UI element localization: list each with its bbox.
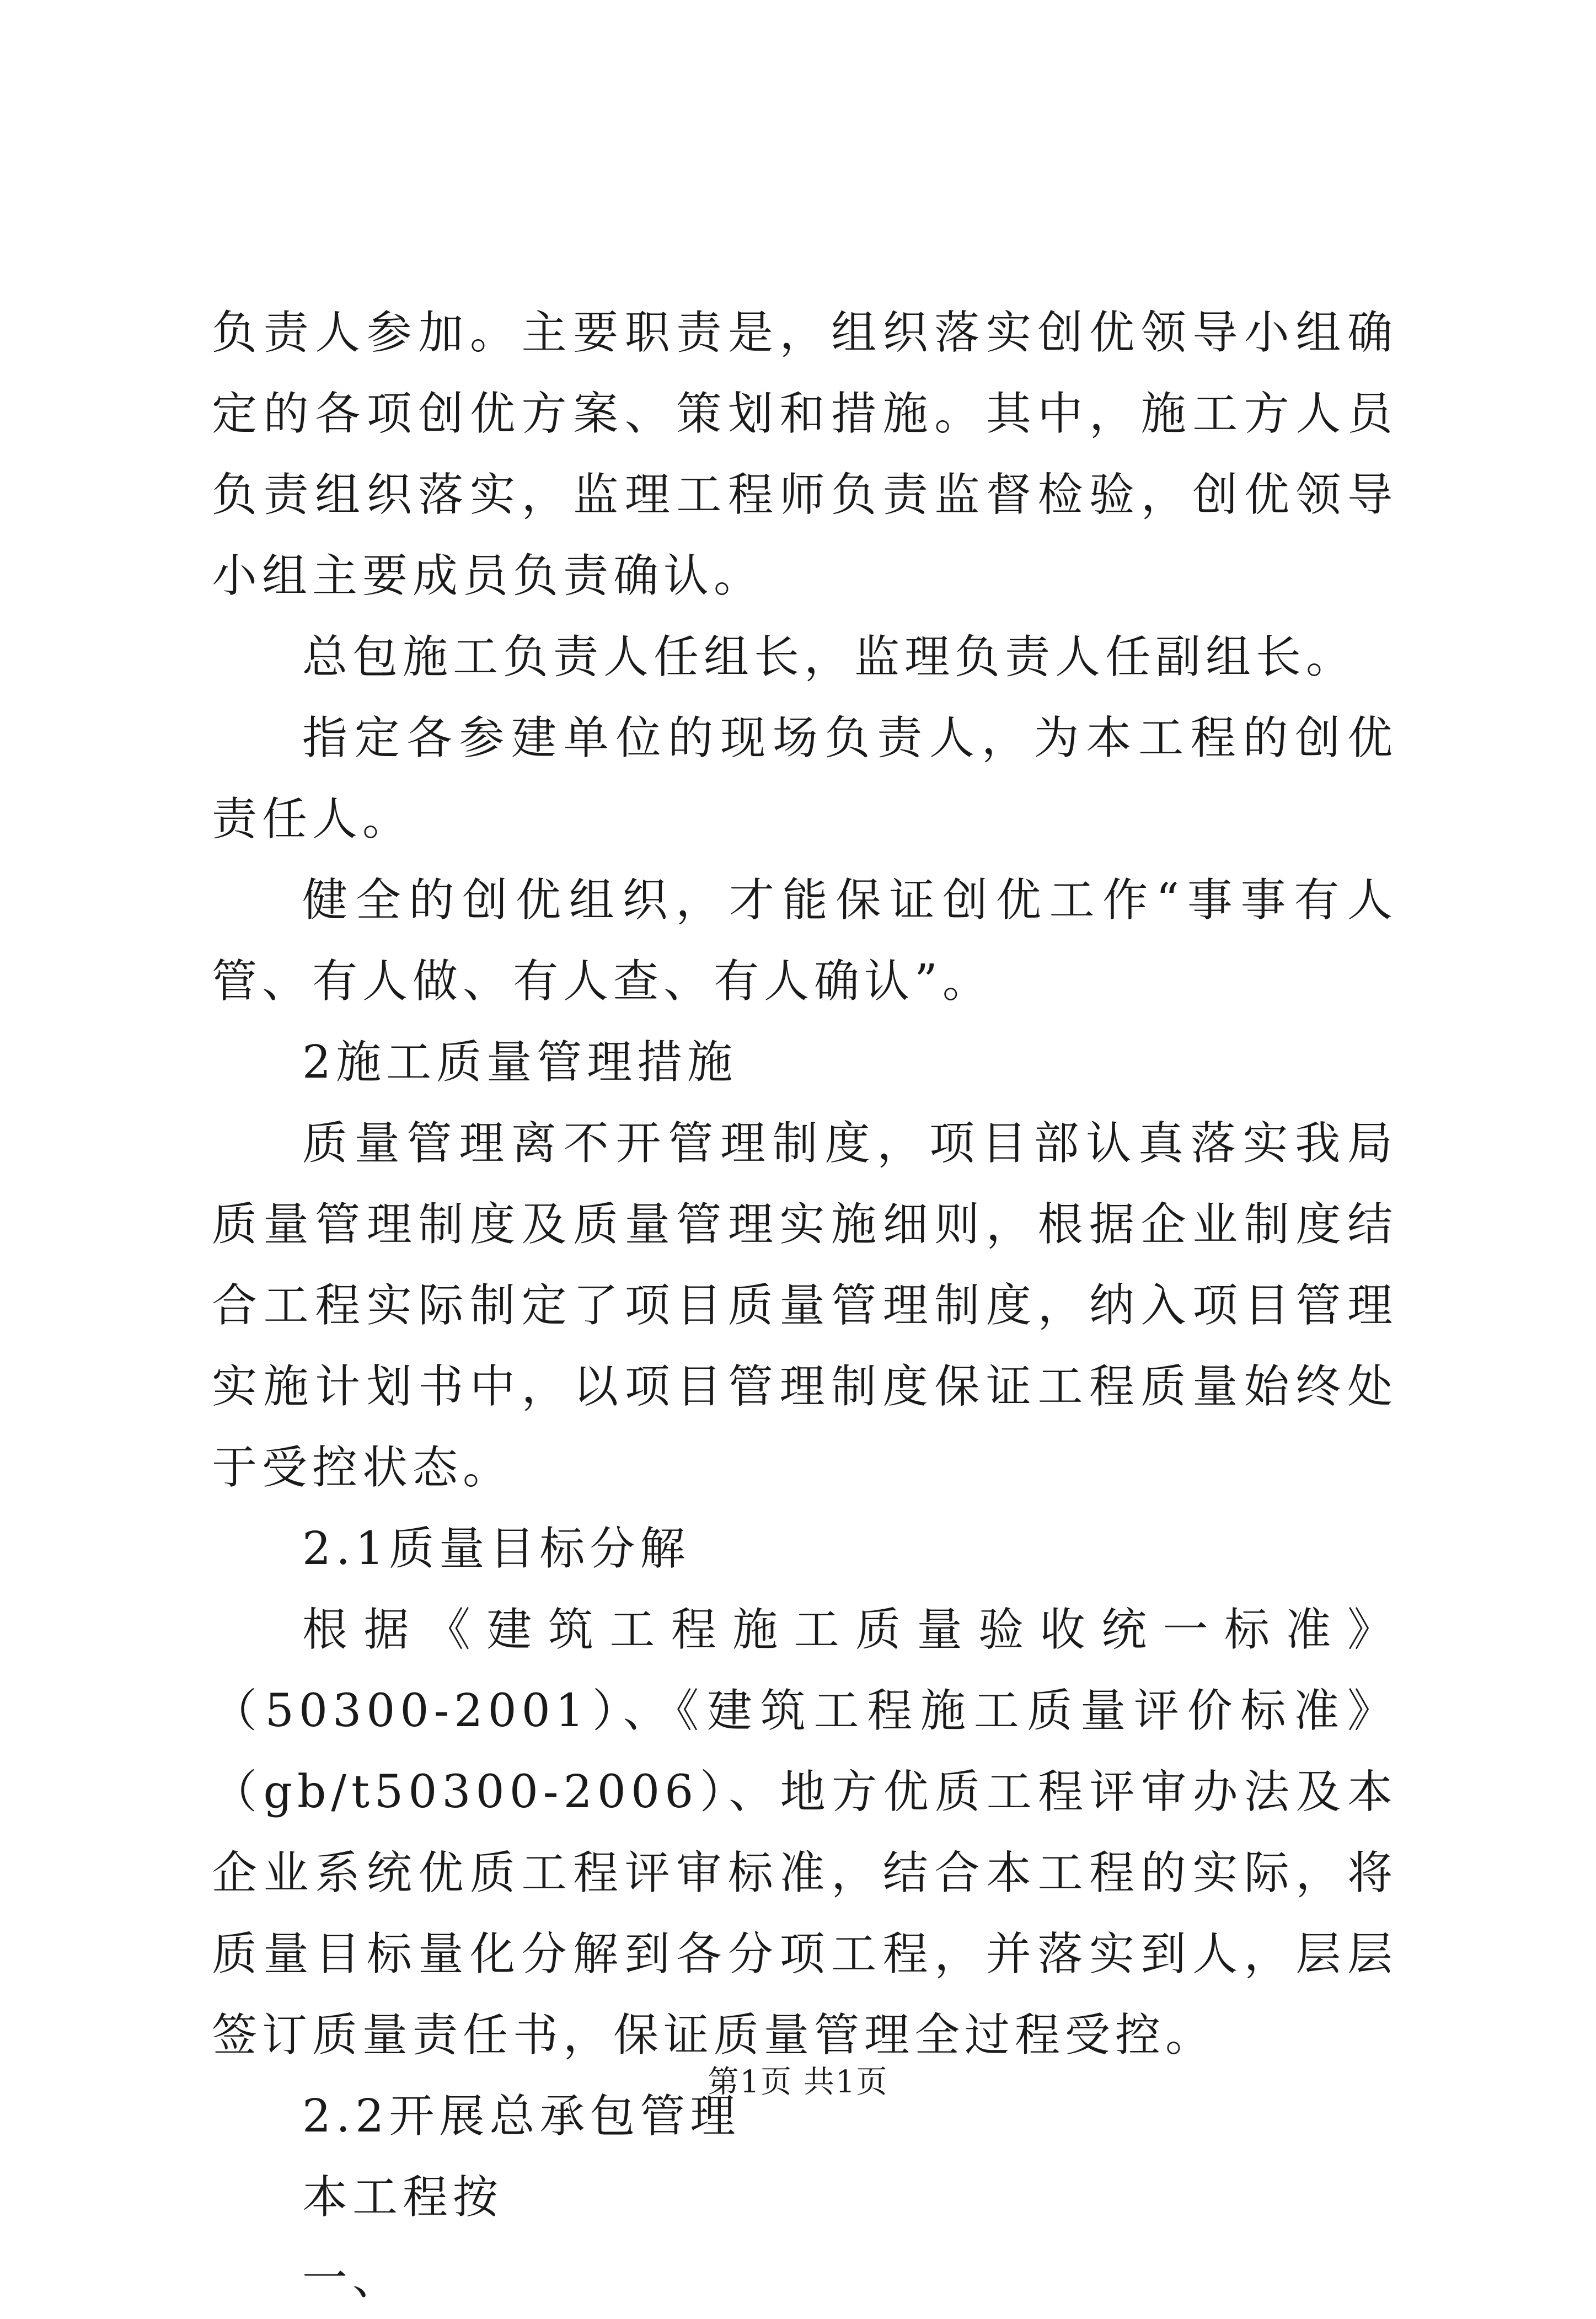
paragraph: 总包施工负责人任组长，监理负责人任副组长。 bbox=[302, 631, 1357, 683]
paragraph: 根据《建筑工程施工质量验收统一标准》（50300-2001）、《建筑工程施工质量评价标准》（gb/t50300-2006）、地方优质工程评审办法及本企业系统优质工程评审标准，结合本工程的实际，将质量目标量化分解到各分项工程，并落实到人，层层签订质量责任书，保证质量管理全过程受控。 bbox=[212, 1604, 1397, 2061]
document-body bbox=[212, 292, 1397, 2319]
paragraph: 本工程按 bbox=[302, 2171, 504, 2224]
subsection-heading: 2.2开展总承包管理 bbox=[302, 2090, 741, 2143]
page-number: 第1页 共1页 bbox=[708, 2064, 888, 2100]
paragraph: 健全的创优组织，才能保证创优工作“事事有人管、有人做、有人查、有人确认”。 bbox=[212, 874, 1397, 1008]
paragraph: 一、 bbox=[302, 2252, 403, 2305]
paragraph: 负责人参加。主要职责是，组织落实创优领导小组确定的各项创优方案、策划和措施。其中，施工方人员负责组织落实，监理工程师负责监督检验，创优领导小组主要成员负责确认。 bbox=[212, 307, 1397, 602]
section-heading: 2施工质量管理措施 bbox=[302, 1036, 738, 1089]
paragraph: 质量管理离不开管理制度，项目部认真落实我局质量管理制度及质量管理实施细则，根据企业制度结合工程实际制定了项目质量管理制度，纳入项目管理实施计划书中，以项目管理制度保证工程质量始终处于受控状态。 bbox=[212, 1117, 1397, 1494]
subsection-heading: 2.1质量目标分解 bbox=[302, 1523, 690, 1575]
page-footer bbox=[0, 2063, 1596, 2102]
paragraph: 指定各参建单位的现场负责人，为本工程的创优责任人。 bbox=[212, 712, 1397, 845]
